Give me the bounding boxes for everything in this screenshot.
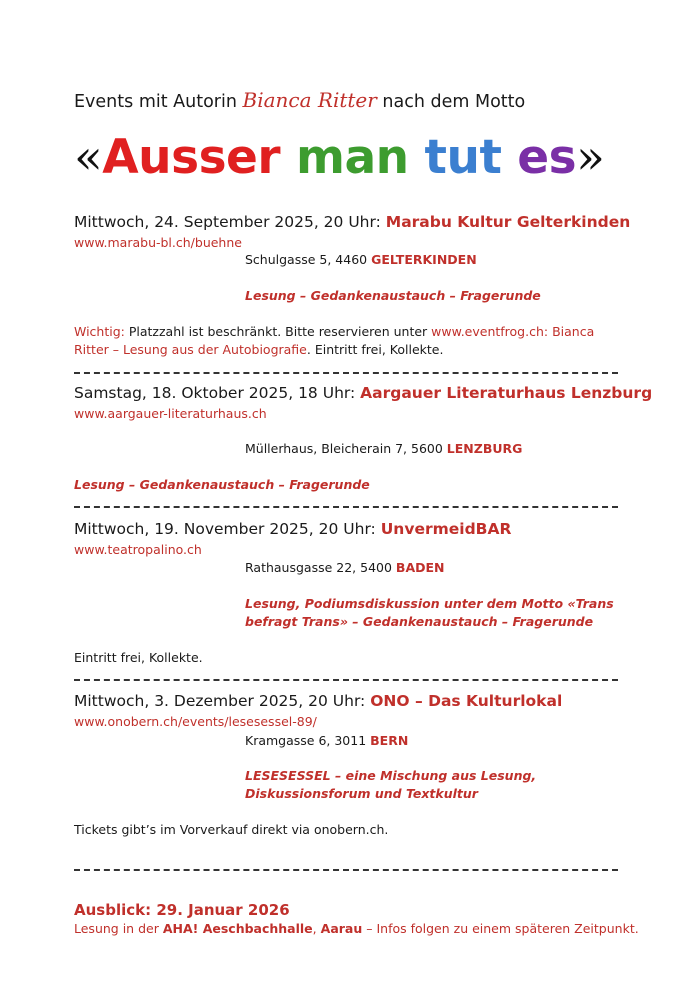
divider <box>74 869 618 871</box>
author-name: Bianca Ritter <box>242 88 377 112</box>
event-3-program-line-2: befragt Trans» – Gedankenaustauch – Fragerunde <box>245 614 594 629</box>
event-2-url[interactable]: www.aargauer-literaturhaus.ch <box>74 406 267 421</box>
event-4-heading <box>74 692 562 710</box>
motto-word-1: Ausser <box>102 130 281 185</box>
event-1-heading <box>74 213 630 231</box>
outlook-prefix: Lesung in der <box>74 921 159 936</box>
note-text: Platzzahl ist beschränkt. Bitte reservieren unter <box>128 324 428 339</box>
event-3-heading <box>74 520 511 538</box>
outlook-venue: AHA! Aeschbachhalle <box>162 921 313 936</box>
outlook-suffix: – Infos folgen zu einem späteren Zeitpunkt. <box>366 921 639 936</box>
event-address: Rathausgasse 22, 5400 <box>245 560 392 575</box>
event-4-address <box>245 733 408 748</box>
event-3-url[interactable]: www.teatropalino.ch <box>74 542 202 557</box>
event-venue: Marabu Kultur Gelterkinden <box>385 213 631 231</box>
motto-word-4: es <box>517 130 577 185</box>
event-address: Müllerhaus, Bleicherain 7, 5600 <box>245 441 443 456</box>
event-1-program: Lesung – Gedankenaustauch – Fragerunde <box>245 288 541 303</box>
outlook-text <box>74 921 639 936</box>
intro-line <box>74 88 525 112</box>
event-2-address <box>245 441 522 456</box>
eventfrog-link-cont[interactable]: Ritter – Lesung aus der Autobiografie <box>74 342 307 357</box>
motto-close-quote: » <box>576 130 605 185</box>
divider <box>74 679 618 681</box>
divider <box>74 506 618 508</box>
event-3-note: Eintritt frei, Kollekte. <box>74 650 203 665</box>
event-2-program: Lesung – Gedankenaustauch – Fragerunde <box>74 477 370 492</box>
motto-open-quote: « <box>74 130 103 185</box>
event-4-note: Tickets gibt’s im Vorverkauf direkt via onobern.ch. <box>74 822 389 837</box>
outlook-title: Ausblick: 29. Januar 2026 <box>74 901 290 919</box>
event-venue: Aargauer Literaturhaus Lenzburg <box>360 384 653 402</box>
event-1-url[interactable]: www.marabu-bl.ch/buehne <box>74 235 242 250</box>
event-date: Mittwoch, 3. Dezember 2025, 20 Uhr: <box>74 692 366 710</box>
motto-title <box>74 130 604 185</box>
note-end: . Eintritt frei, Kollekte. <box>306 342 444 357</box>
motto-word-2: man <box>295 130 409 185</box>
event-3-program-line-1: Lesung, Podiumsdiskussion unter dem Motto «Trans <box>245 596 614 611</box>
event-4-program-line-2: Diskussionsforum und Textkultur <box>245 786 478 801</box>
event-city: LENZBURG <box>446 441 523 456</box>
intro-prefix: Events mit Autorin <box>74 92 237 112</box>
event-address: Kramgasse 6, 3011 <box>245 733 367 748</box>
event-1-note-line-2 <box>74 342 443 357</box>
event-venue: ONO – Das Kulturlokal <box>370 692 563 710</box>
event-3-address <box>245 560 445 575</box>
note-label: Wichtig: <box>74 324 125 339</box>
intro-suffix: nach dem Motto <box>382 92 526 112</box>
event-date: Mittwoch, 19. November 2025, 20 Uhr: <box>74 520 376 538</box>
event-2-heading <box>74 384 652 402</box>
motto-word-3: tut <box>424 130 502 185</box>
event-1-address <box>245 252 477 267</box>
event-date: Mittwoch, 24. September 2025, 20 Uhr: <box>74 213 381 231</box>
event-city: GELTERKINDEN <box>371 252 477 267</box>
event-1-note-line-1 <box>74 324 594 339</box>
event-city: BERN <box>370 733 409 748</box>
event-date: Samstag, 18. Oktober 2025, 18 Uhr: <box>74 384 356 402</box>
outlook-sep: , <box>312 921 317 936</box>
event-4-url[interactable]: www.onobern.ch/events/lesesessel-89/ <box>74 714 317 729</box>
event-venue: UnvermeidBAR <box>380 520 512 538</box>
event-4-program-line-1: LESESESSEL – eine Mischung aus Lesung, <box>245 768 537 783</box>
divider <box>74 372 618 374</box>
outlook-city: Aarau <box>320 921 363 936</box>
eventfrog-link[interactable]: www.eventfrog.ch: Bianca <box>431 324 595 339</box>
event-address: Schulgasse 5, 4460 <box>245 252 368 267</box>
event-city: BADEN <box>395 560 445 575</box>
